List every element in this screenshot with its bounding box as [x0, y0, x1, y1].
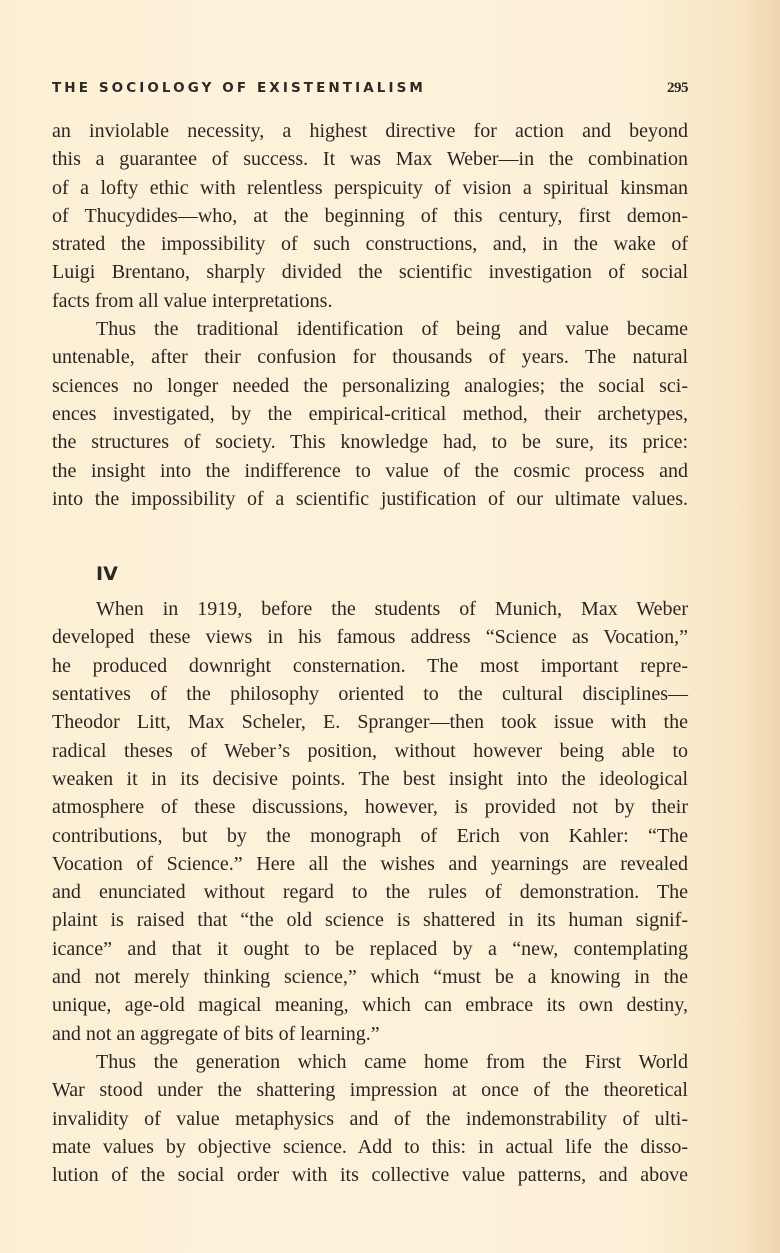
- text-line: the insight into the indifference to value of the cosmic process and: [52, 459, 688, 482]
- page-number: 295: [667, 79, 688, 96]
- text-line: radical theses of Weber’s position, without however being able to: [52, 739, 688, 762]
- text-line: and not merely thinking science,” which “must be a knowing in the: [52, 966, 688, 989]
- text-line: of Thucydides—who, at the beginning of this century, first demon-: [52, 204, 688, 227]
- paragraph-2: [52, 315, 688, 513]
- text-line: Luigi Brentano, sharply divided the scientific investigation of social: [52, 261, 688, 284]
- section-gap: [52, 513, 688, 553]
- page-body: [52, 117, 688, 1189]
- text-line: invalidity of value metaphysics and of the indemonstrability of ulti-: [52, 1107, 688, 1130]
- text-line: weaken it in its decisive points. The best insight into the ideological: [52, 767, 688, 790]
- text-line: lution of the social order with its collective value patterns, and above: [52, 1164, 688, 1187]
- running-head: [52, 76, 688, 100]
- text-line: atmosphere of these discussions, however, is provided not by their: [52, 796, 688, 819]
- text-line: sciences no longer needed the personalizing analogies; the social sci-: [52, 374, 688, 397]
- text-line: Thus the generation which came home from the First World: [96, 1050, 688, 1073]
- text-line: an inviolable necessity, a highest directive for action and beyond: [52, 120, 688, 142]
- text-line: mate values by objective science. Add to this: in actual life the disso-: [52, 1135, 688, 1158]
- text-line: sentatives of the philosophy oriented to the cultural disciplines—: [52, 683, 688, 706]
- text-line: unique, age-old magical meaning, which can embrace its own destiny,: [52, 994, 688, 1017]
- text-line: strated the impossibility of such constructions, and, in the wake of: [52, 233, 688, 256]
- text-line: ences investigated, by the empirical-critical method, their archetypes,: [52, 402, 688, 425]
- text-line: Vocation of Science.” Here all the wishes and yearnings are revealed: [52, 852, 688, 875]
- text-line: contributions, but by the monograph of Erich von Kahler: “The: [52, 824, 688, 847]
- text-line: Theodor Litt, Max Scheler, E. Spranger—then took issue with the: [52, 711, 688, 734]
- text-line: the structures of society. This knowledge had, to be sure, its price:: [52, 431, 688, 454]
- chapter-title: THE SOCIOLOGY OF EXISTENTIALISM: [52, 80, 426, 96]
- section-heading: IV: [96, 563, 118, 586]
- text-line: War stood under the shattering impression at once of the theoretical: [52, 1079, 688, 1102]
- text-line: into the impossibility of a scientific justification of our ultimate values.: [52, 487, 688, 510]
- text-line: untenable, after their confusion for thousands of years. The natural: [52, 346, 688, 369]
- text-line: developed these views in his famous address “Science as Vocation,”: [52, 626, 688, 649]
- text-line: of a lofty ethic with relentless perspicuity of vision a spiritual kinsman: [52, 176, 688, 199]
- paragraph-1: [52, 117, 688, 315]
- text-line: When in 1919, before the students of Munich, Max Weber: [96, 598, 688, 621]
- text-line: Thus the traditional identification of being and value became: [96, 318, 688, 341]
- text-line: icance” and that it ought to be replaced by a “new, contemplating: [52, 937, 688, 960]
- text-line: plaint is raised that “the old science is shattered in its human signif-: [52, 909, 688, 932]
- text-line: this a guarantee of success. It was Max Weber—in the combination: [52, 148, 688, 171]
- text-line: he produced downright consternation. The most important repre-: [52, 654, 688, 677]
- paragraph-4: [52, 1048, 688, 1189]
- text-line: and not an aggregate of bits of learning.”: [52, 1022, 380, 1045]
- text-line: facts from all value interpretations.: [52, 289, 333, 312]
- text-line: and enunciated without regard to the rules of demonstration. The: [52, 881, 688, 904]
- paragraph-3: [52, 595, 688, 1048]
